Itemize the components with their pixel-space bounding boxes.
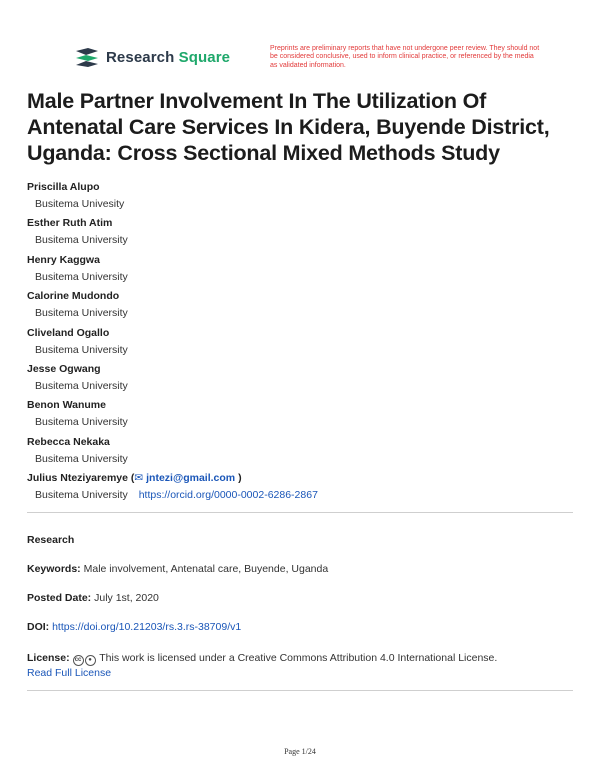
paren-open: ( <box>130 472 135 485</box>
author-entry <box>27 435 577 471</box>
author-affiliation: Busitema University <box>35 379 128 392</box>
keywords-line <box>27 562 328 576</box>
preprint-disclaimer: Preprints are preliminary reports that have not undergone peer review. They should not be considered conclusive, used to inform clinical practice, or referenced by the media as validated information. <box>270 45 540 69</box>
posted-date-value: July 1st, 2020 <box>94 592 159 604</box>
corresponding-author-name <box>27 471 577 485</box>
research-square-logo-icon <box>74 46 100 68</box>
author-entry <box>27 326 577 362</box>
author-affiliation: Busitema University <box>35 416 128 429</box>
author-name: Cliveland Ogallo <box>27 326 110 339</box>
author-name: Priscilla Alupo <box>27 181 100 193</box>
author-affiliation: Busitema University <box>35 343 128 356</box>
author-affiliation: Busitema University <box>35 270 128 283</box>
license-text: This work is licensed under a Creative Commons Attribution 4.0 International License. <box>99 652 498 664</box>
author-name: Rebecca Nekaka <box>27 435 110 448</box>
page-number: Page 1/24 <box>284 747 316 756</box>
keywords-label: Keywords: <box>27 563 81 575</box>
doi-line <box>27 620 241 634</box>
author-email-link[interactable]: jntezi@gmail.com <box>146 472 236 485</box>
envelope-icon: ✉ <box>134 472 144 485</box>
keywords-value: Male involvement, Antenatal care, Buyende, Uganda <box>83 563 329 575</box>
corresponding-author-affiliation <box>27 488 577 502</box>
author-name: Jesse Ogwang <box>27 362 101 375</box>
author-name: Benon Wanume <box>27 399 106 412</box>
license-label: License: <box>27 652 70 664</box>
article-type: Research <box>27 534 75 546</box>
author-entry <box>27 398 577 434</box>
posted-date-line <box>27 591 159 605</box>
author-name: Esther Ruth Atim <box>27 217 113 230</box>
author-entry <box>27 180 577 216</box>
cc-icon: cc <box>73 655 84 666</box>
author-entry <box>27 216 577 252</box>
research-square-logo <box>74 46 230 68</box>
author-list <box>27 180 577 508</box>
author-name: Calorine Mudondo <box>27 290 120 303</box>
orcid-link[interactable]: https://orcid.org/0000-0002-6286-2867 <box>138 489 318 502</box>
paren-close: ) <box>238 472 242 485</box>
logo-wordmark: Research Square <box>106 48 231 66</box>
author-name: Henry Kaggwa <box>27 253 100 266</box>
author-entry <box>27 253 577 289</box>
author-affiliation: Busitema University <box>35 452 128 465</box>
author-affiliation: Busitema University <box>35 234 128 247</box>
author-affiliation: Busitema Univesity <box>35 198 125 210</box>
posted-date-label: Posted Date: <box>27 592 92 604</box>
author-entry <box>27 289 577 325</box>
author-entry <box>27 362 577 398</box>
corresponding-author-entry <box>27 471 577 507</box>
author-name: Julius Nteziyaremye <box>27 472 128 485</box>
paper-title: Male Partner Involvement In The Utilization Of Antenatal Care Services In Kidera, Buyende District, Uganda: Cross Sectional Mixed Methods Study <box>27 89 550 165</box>
read-full-license-link[interactable]: Read Full License <box>27 667 112 679</box>
author-affiliation: Busitema University <box>35 489 128 502</box>
license-line <box>27 651 497 680</box>
doi-link[interactable]: https://doi.org/10.21203/rs.3.rs-38709/v1 <box>52 621 242 633</box>
section-divider <box>27 690 573 691</box>
section-divider <box>27 512 573 513</box>
doi-label: DOI: <box>27 621 50 633</box>
cc-by-icon: ● <box>85 655 96 666</box>
author-affiliation: Busitema University <box>35 307 128 320</box>
